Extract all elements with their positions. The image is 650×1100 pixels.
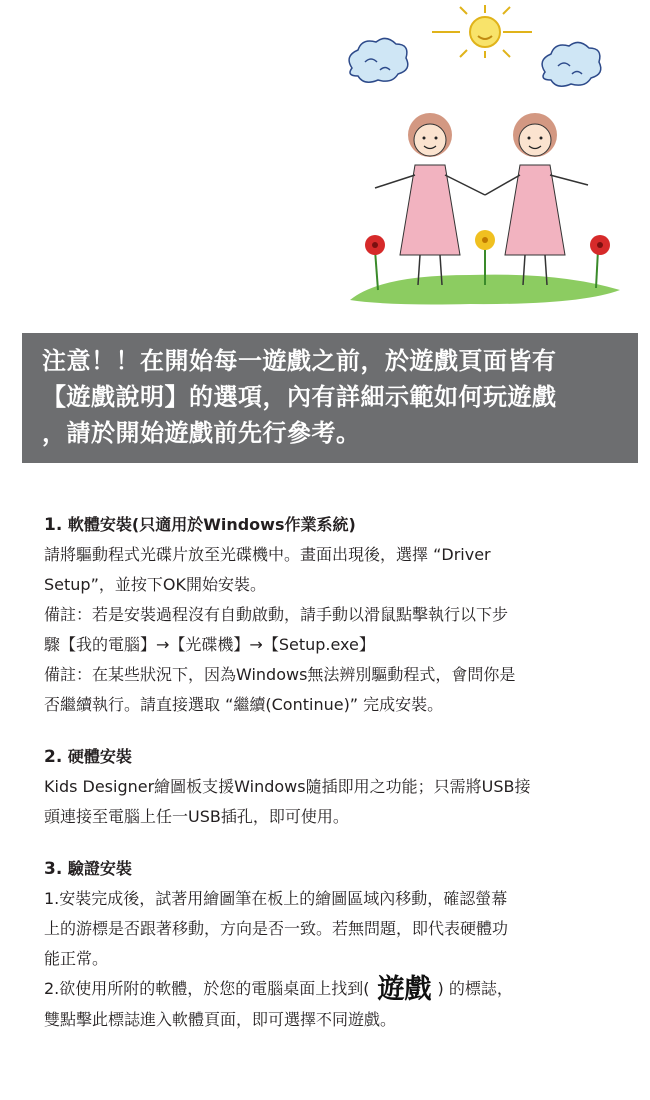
section-number: 2. [44,747,63,767]
paragraph-line: 雙點擊此標誌進入軟體頁面，即可選擇不同遊戲。 [44,1010,397,1029]
paragraph-line: 備註：若是安裝過程沒有自動啟動，請手動以滑鼠點擊執行以下步 [44,605,509,624]
notice-line: 注意！！在開始每一遊戲之前，於遊戲頁面皆有 [42,347,557,375]
section-hardware-install [44,742,624,832]
paragraph-line: 驟【我的電腦】→【光碟機】→【Setup.exe】 [44,635,375,654]
cloud-left-drawing [349,38,408,82]
kids-drawing-illustration [320,0,630,325]
paragraph-line: 1.安裝完成後，試著用繪圖筆在板上的繪圖區域內移動，確認螢幕 [44,889,508,908]
paragraph-line: Setup”，並按下OK開始安裝。 [44,575,266,594]
paragraph-line: Kids Designer繪圖板支援Windows隨插即用之功能；只需將USB接 [44,777,531,796]
section-title [44,742,624,772]
sun-drawing [432,5,532,58]
section-number: 3. [44,859,63,879]
flower-red-right-drawing [590,235,610,288]
paragraph-text: ) 的標誌， [437,979,513,998]
section-verify-install [44,854,624,1035]
section-software-install [44,510,624,720]
section-number: 1. [44,515,63,535]
section-title-text: 驗證安裝 [67,859,132,878]
paragraph-line: 上的游標是否跟著移動，方向是否一致。若無問題，即代表硬體功 [44,919,509,938]
girl-left-drawing [375,113,485,285]
section-title [44,510,624,540]
flower-red-left-drawing [365,235,385,290]
cloud-right-drawing [542,42,601,86]
game-shortcut-icon: 遊戲 [377,974,432,1005]
paragraph-line-with-icon [44,974,624,1005]
notice-box [22,333,638,463]
paragraph-line: 請將驅動程式光碟片放至光碟機中。畫面出現後，選擇 “Driver [44,545,491,564]
paragraph-line: 否繼續執行。請直接選取 “繼續(Continue)” 完成安裝。 [44,695,444,714]
section-title [44,854,624,884]
paragraph-line: 備註：在某些狀況下，因為Windows無法辨別驅動程式，會問你是 [44,665,516,684]
section-title-text: 硬體安裝 [67,747,132,766]
notice-line: 【遊戲說明】的選項，內有詳細示範如何玩遊戲 [42,383,557,411]
girl-right-drawing [485,113,588,285]
paragraph-line: 能正常。 [44,949,109,968]
instructions [44,510,624,1057]
paragraph-text: 2.欲使用所附的軟體，於您的電腦桌面上找到( [44,979,370,998]
paragraph-line: 頭連接至電腦上任一USB插孔，即可使用。 [44,807,349,826]
section-title-text: 軟體安裝(只適用於Windows作業系統) [67,515,356,534]
notice-line: ，請於開始遊戲前先行參考。 [42,419,361,447]
